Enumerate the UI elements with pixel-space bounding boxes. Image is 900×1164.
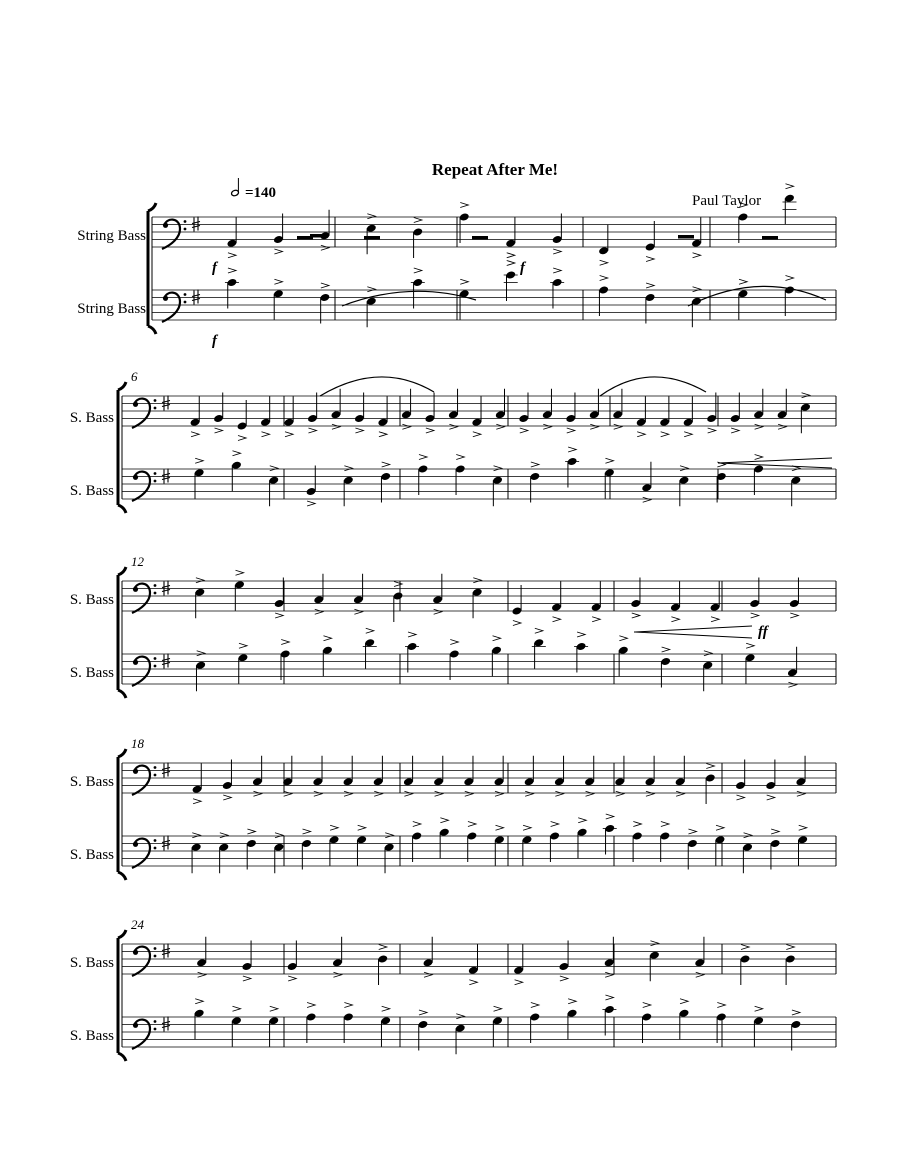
accent-mark (274, 279, 282, 284)
accent-mark (531, 1003, 539, 1008)
sharp-icon (162, 581, 170, 596)
bass-clef-dot (184, 220, 187, 223)
accent-mark (228, 253, 236, 258)
accent-mark (507, 253, 515, 258)
accent-mark (592, 617, 600, 622)
bass-clef-dot (133, 475, 138, 480)
bass-clef-dot (154, 407, 157, 410)
accent-mark (633, 822, 641, 827)
half-rest (678, 235, 694, 239)
accent-mark (281, 640, 289, 645)
accent-mark (494, 1006, 502, 1011)
bass-clef-dot (154, 399, 157, 402)
accent-mark (680, 466, 688, 471)
accent-mark (247, 829, 255, 834)
accent-mark (394, 582, 402, 587)
instrument-label-2: String Bass (77, 301, 146, 317)
accent-mark (543, 424, 551, 429)
accent-mark (637, 432, 645, 437)
accent-mark (767, 795, 775, 800)
accent-mark (684, 432, 692, 437)
accent-mark (495, 791, 503, 796)
bass-clef-dot (154, 472, 157, 475)
accent-mark (434, 609, 442, 614)
accent-mark (494, 466, 502, 471)
accent-mark (568, 447, 576, 452)
instrument-short-label-8: S. Bass (69, 1028, 114, 1044)
accent-mark (223, 795, 231, 800)
accent-mark (321, 283, 329, 288)
accent-mark (739, 279, 747, 284)
sharp-icon (162, 1017, 170, 1032)
accent-mark (696, 972, 704, 977)
sharp-icon (162, 654, 170, 669)
accent-mark (797, 791, 805, 796)
accent-mark (741, 945, 749, 950)
accent-mark (555, 791, 563, 796)
accent-mark (196, 578, 204, 583)
accent-mark (284, 791, 292, 796)
slur (600, 377, 706, 396)
accent-mark (693, 287, 701, 292)
accent-mark (632, 613, 640, 618)
accent-mark (419, 455, 427, 460)
accent-mark (605, 458, 613, 463)
accent-mark (192, 833, 200, 838)
bass-clef-dot (154, 480, 157, 483)
accent-mark (275, 613, 283, 618)
accent-mark (465, 791, 473, 796)
accent-mark (736, 795, 744, 800)
accent-mark (680, 999, 688, 1004)
accent-mark (419, 1010, 427, 1015)
accent-mark (688, 829, 696, 834)
accent-mark (535, 628, 543, 633)
accent-mark (404, 791, 412, 796)
accent-mark (232, 1006, 240, 1011)
accent-mark (413, 822, 421, 827)
accent-mark (468, 822, 476, 827)
accent-mark (374, 791, 382, 796)
bass-clef-dot (133, 402, 138, 407)
accent-mark (460, 279, 468, 284)
instrument-short-label-1: S. Bass (69, 410, 114, 426)
accent-mark (693, 253, 701, 258)
accent-mark (676, 791, 684, 796)
accent-mark (711, 617, 719, 622)
accent-mark (600, 260, 608, 265)
accent-mark (717, 1003, 725, 1008)
accent-mark (275, 833, 283, 838)
bass-clef-dot (133, 842, 138, 847)
accent-mark (785, 184, 793, 189)
tempo-note-icon (231, 178, 240, 197)
accent-mark (460, 203, 468, 208)
accent-mark (520, 428, 528, 433)
accent-mark (344, 466, 352, 471)
crescendo-hairpin (634, 626, 752, 638)
accent-mark (553, 268, 561, 273)
accent-mark (303, 829, 311, 834)
sharp-icon (192, 217, 200, 232)
half-rest (762, 236, 778, 240)
accent-mark (614, 424, 622, 429)
instrument-short-label-2: S. Bass (69, 483, 114, 499)
instrument-label-1: String Bass (77, 228, 146, 244)
accent-mark (577, 632, 585, 637)
accent-mark (330, 825, 338, 830)
accent-mark (355, 428, 363, 433)
accent-mark (285, 432, 293, 437)
accent-mark (382, 462, 390, 467)
accent-mark (590, 424, 598, 429)
accent-mark (515, 980, 523, 985)
accent-mark (716, 825, 724, 830)
accent-mark (553, 249, 561, 254)
accent-mark (198, 972, 206, 977)
accent-mark (236, 570, 244, 575)
accent-mark (197, 651, 205, 656)
accent-mark (785, 276, 793, 281)
accent-mark (751, 613, 759, 618)
accent-mark (450, 640, 458, 645)
accent-mark (426, 428, 434, 433)
accent-mark (414, 268, 422, 273)
tempo-marking: =140 (245, 185, 277, 201)
sharp-icon (192, 290, 200, 305)
accent-mark (706, 764, 714, 769)
accent-mark (215, 428, 223, 433)
accent-mark (616, 791, 624, 796)
accent-mark (553, 617, 561, 622)
bass-clef-dot (184, 293, 187, 296)
accent-mark (402, 424, 410, 429)
accent-mark (513, 621, 521, 626)
measure-number-6: 6 (131, 369, 138, 384)
accent-mark (321, 245, 329, 250)
slur (688, 286, 826, 306)
accent-mark (435, 791, 443, 796)
accent-mark (790, 613, 798, 618)
piece-title: Repeat After Me! (431, 160, 559, 179)
accent-mark (507, 261, 515, 266)
instrument-short-label-7: S. Bass (69, 955, 114, 971)
accent-mark (605, 972, 613, 977)
accent-mark (788, 682, 796, 687)
accent-mark (354, 609, 362, 614)
accent-mark (551, 822, 559, 827)
measure-number-12: 12 (131, 554, 144, 569)
bass-clef-dot (154, 766, 157, 769)
bass-clef-dot (154, 657, 157, 660)
bass-clef-dot (133, 587, 138, 592)
accent-mark (496, 424, 504, 429)
accent-mark (382, 1006, 390, 1011)
sharp-icon (162, 763, 170, 778)
accent-mark (771, 829, 779, 834)
bass-clef-dot (154, 955, 157, 958)
accent-mark (333, 972, 341, 977)
composer-name: Paul Taylor (692, 193, 762, 209)
accent-mark (344, 1003, 352, 1008)
bass-clef-dot (184, 228, 187, 231)
accent-mark (473, 432, 481, 437)
accent-mark (307, 1003, 315, 1008)
sharp-icon (162, 836, 170, 851)
accent-mark (193, 799, 201, 804)
sharp-icon (162, 469, 170, 484)
accent-mark (560, 976, 568, 981)
bass-clef-dot (133, 1023, 138, 1028)
accent-mark (755, 455, 763, 460)
accent-mark (755, 424, 763, 429)
accent-mark (586, 791, 594, 796)
half-rest (364, 236, 380, 240)
accent-mark (308, 428, 316, 433)
accent-mark (799, 825, 807, 830)
accent-mark (315, 609, 323, 614)
accent-mark (366, 628, 374, 633)
accent-mark (646, 791, 654, 796)
accent-mark (619, 636, 627, 641)
bass-clef-dot (154, 584, 157, 587)
accent-mark (643, 1003, 651, 1008)
dynamic-forte-3: f (212, 333, 217, 349)
accent-mark (191, 432, 199, 437)
accent-mark (288, 976, 296, 981)
bass-clef-dot (154, 592, 157, 595)
dynamic-fortissimo: ff (758, 624, 768, 640)
accent-mark (568, 999, 576, 1004)
accent-mark (440, 818, 448, 823)
accent-mark (414, 218, 422, 223)
bass-clef-dot (154, 665, 157, 668)
accent-mark (307, 501, 315, 506)
instrument-short-label-5: S. Bass (69, 774, 114, 790)
accent-mark (239, 643, 247, 648)
bass-clef-dot (163, 296, 168, 301)
accent-mark (232, 451, 240, 456)
accent-mark (646, 283, 654, 288)
accent-mark (469, 980, 477, 985)
accent-mark (408, 632, 416, 637)
accent-mark (493, 636, 501, 641)
half-rest (310, 234, 326, 238)
sharp-icon (162, 396, 170, 411)
dynamic-forte-1: f (212, 260, 217, 276)
accent-mark (744, 833, 752, 838)
accent-mark (605, 995, 613, 1000)
accent-mark (662, 647, 670, 652)
accent-mark (253, 791, 261, 796)
instrument-short-label-3: S. Bass (69, 592, 114, 608)
accent-mark (367, 214, 375, 219)
accent-mark (195, 999, 203, 1004)
bass-clef-dot (154, 947, 157, 950)
accent-mark (243, 976, 251, 981)
instrument-short-label-4: S. Bass (69, 665, 114, 681)
accent-mark (473, 578, 481, 583)
bass-clef-dot (154, 847, 157, 850)
dynamic-forte-2: f (520, 260, 525, 276)
accent-mark (523, 825, 531, 830)
accent-mark (646, 257, 654, 262)
accent-mark (270, 466, 278, 471)
accent-mark (495, 825, 503, 830)
accent-mark (778, 424, 786, 429)
accent-mark (270, 1006, 278, 1011)
accent-mark (332, 424, 340, 429)
slur (342, 291, 476, 306)
slur (320, 377, 434, 396)
bass-clef-dot (133, 769, 138, 774)
bass-clef-dot (163, 223, 168, 228)
accent-mark (708, 428, 716, 433)
accent-mark (456, 1014, 464, 1019)
sharp-icon (162, 944, 170, 959)
accent-mark (358, 825, 366, 830)
accent-mark (379, 945, 387, 950)
decrescendo-hairpin (718, 458, 832, 468)
accent-mark (755, 1006, 763, 1011)
accent-mark (802, 393, 810, 398)
accent-mark (367, 287, 375, 292)
accent-mark (314, 791, 322, 796)
accent-mark (323, 636, 331, 641)
accent-mark (456, 455, 464, 460)
half-rest (472, 236, 488, 240)
accent-mark (238, 436, 246, 441)
measure-number-24: 24 (131, 917, 144, 932)
accent-mark (731, 428, 739, 433)
accent-mark (567, 428, 575, 433)
accent-mark (344, 791, 352, 796)
bass-clef-dot (133, 950, 138, 955)
accent-mark (792, 1010, 800, 1015)
accent-mark (274, 249, 282, 254)
accent-mark (449, 424, 457, 429)
bass-clef-dot (184, 301, 187, 304)
accent-mark (195, 458, 203, 463)
accent-mark (671, 617, 679, 622)
accent-mark (650, 941, 658, 946)
accent-mark (379, 432, 387, 437)
accent-mark (385, 833, 393, 838)
accent-mark (600, 276, 608, 281)
accent-mark (786, 945, 794, 950)
bass-clef-dot (154, 839, 157, 842)
accent-mark (228, 268, 236, 273)
accent-mark (661, 822, 669, 827)
accent-mark (424, 972, 432, 977)
accent-mark (261, 432, 269, 437)
bass-clef-dot (154, 1028, 157, 1031)
accent-mark (578, 818, 586, 823)
bass-clef-dot (133, 660, 138, 665)
accent-mark (606, 814, 614, 819)
accent-mark (220, 833, 228, 838)
bass-clef-dot (154, 1020, 157, 1023)
bass-clef-dot (154, 774, 157, 777)
accent-mark (746, 643, 754, 648)
accent-mark (661, 432, 669, 437)
accent-mark (525, 791, 533, 796)
instrument-short-label-6: S. Bass (69, 847, 114, 863)
accent-mark (704, 651, 712, 656)
measure-number-18: 18 (131, 736, 144, 751)
accent-mark (643, 497, 651, 502)
accent-mark (531, 462, 539, 467)
